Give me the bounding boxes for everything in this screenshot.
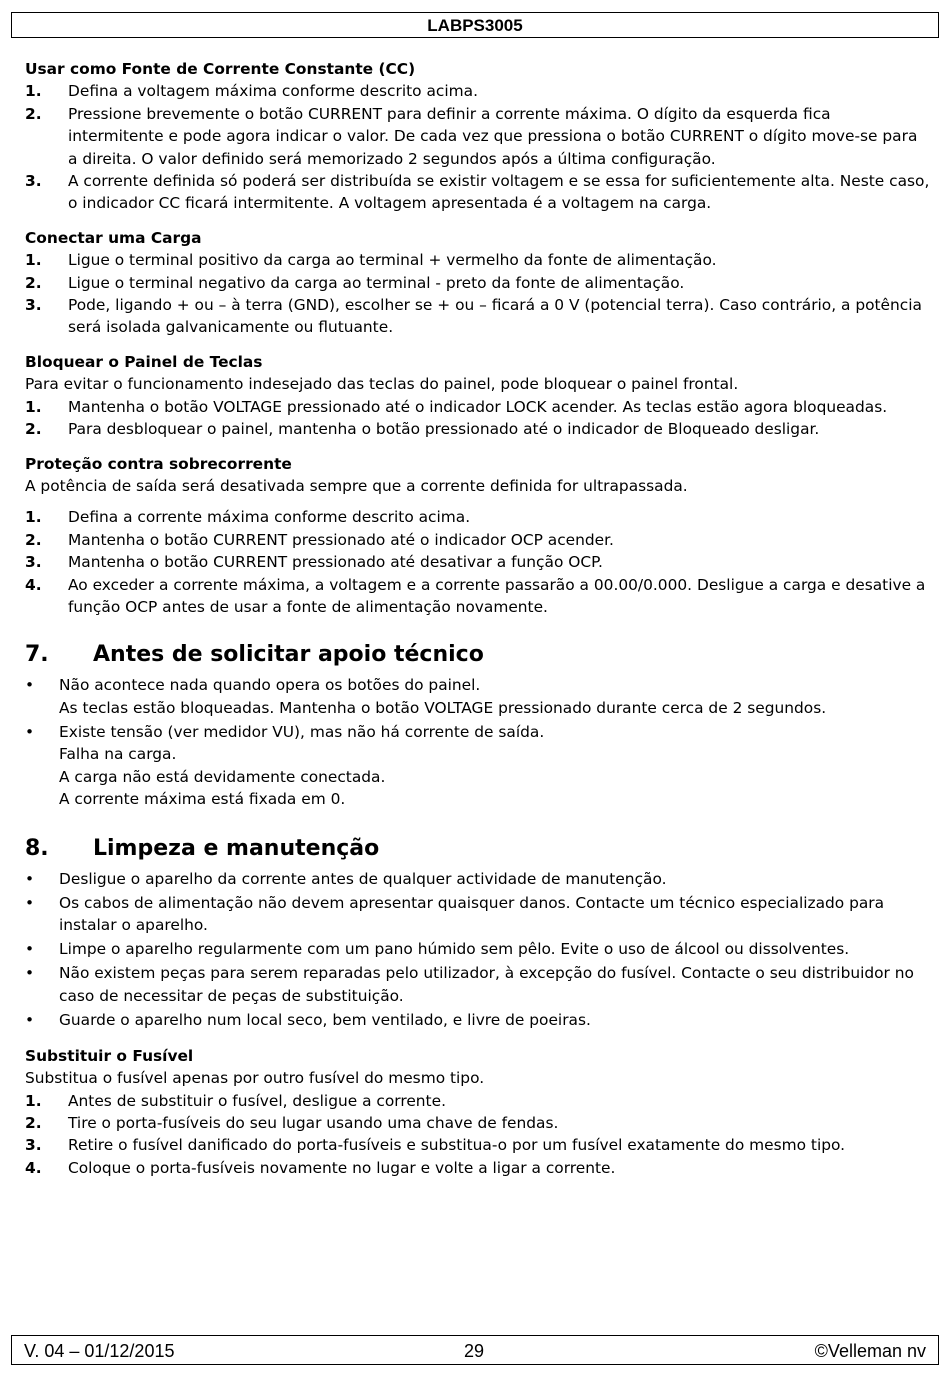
bullet-icon: •: [25, 964, 35, 983]
section-title: Conectar uma Carga: [25, 228, 202, 247]
item-number: 1.: [25, 1091, 42, 1110]
item-text: Pode, ligando + ou – à terra (GND), escolher se + ou – ficará a 0 V (potencial terra). Caso contrário, a potência será isolada galvanicamente ou flutuante.: [68, 296, 922, 337]
list-item: [25, 294, 930, 339]
section-lock-panel: [25, 351, 930, 441]
section-constant-current: [25, 58, 930, 215]
item-text: Pressione brevemente o botão CURRENT para definir a corrente máxima. O dígito da esquerda fica intermitente e pode agora indicar o valor. De cada vez que pressiona o botão CURRENT o dígito move-se para a direita. O valor definido será memorizado 2 segundos após a última configuração.: [68, 104, 918, 168]
item-number: 2.: [25, 104, 42, 123]
document-title: LABPS3005: [427, 16, 523, 35]
list-item: [25, 1112, 930, 1134]
list-item: [25, 1134, 930, 1156]
section-title: Substituir o Fusível: [25, 1046, 194, 1065]
section-heading: [25, 640, 930, 670]
solution-text: As teclas estão bloqueadas. Mantenha o botão VOLTAGE pressionado durante cerca de 2 segundos.: [59, 698, 827, 717]
page-footer: [11, 1335, 939, 1365]
list-item: [25, 674, 930, 719]
bullet-list: [25, 868, 930, 1031]
item-number: 4.: [25, 575, 42, 594]
list-item: [25, 1090, 930, 1112]
list-item: [25, 418, 930, 440]
item-text: Retire o fusível danificado do porta-fusíveis e substitua-o por um fusível exatamente do mesmo tipo.: [68, 1136, 846, 1155]
page-content: [25, 58, 930, 1179]
solution-text: A corrente máxima está fixada em 0.: [59, 789, 346, 808]
numbered-list: [25, 1090, 930, 1180]
section-cleaning-maintenance: [25, 834, 930, 1031]
item-text: Coloque o porta-fusíveis novamente no lugar e volte a ligar a corrente.: [68, 1158, 616, 1177]
solution-text: Falha na carga.: [59, 745, 177, 764]
section-connect-load: [25, 227, 930, 339]
item-number: 1.: [25, 508, 42, 527]
item-number: 1.: [25, 82, 42, 101]
item-text: Guarde o aparelho num local seco, bem ventilado, e livre de poeiras.: [59, 1010, 591, 1029]
section-title: Usar como Fonte de Corrente Constante (CC): [25, 60, 416, 78]
list-item: [25, 529, 930, 551]
section-title: Proteção contra sobrecorrente: [25, 454, 292, 473]
item-text: Defina a voltagem máxima conforme descrito acima.: [68, 82, 478, 101]
bullet-icon: •: [25, 869, 35, 888]
numbered-list: [25, 249, 930, 339]
item-number: 2.: [25, 1114, 42, 1132]
heading-number: 7.: [25, 642, 49, 668]
item-text: Não existem peças para serem reparadas pelo utilizador, à excepção do fusível. Contacte o seu distribuidor no caso de necessitar de peças de substituição.: [59, 964, 914, 1005]
item-text: Antes de substituir o fusível, desligue a corrente.: [68, 1091, 446, 1110]
page-number: 29: [464, 1341, 485, 1361]
list-item: [25, 721, 930, 811]
item-text: Ligue o terminal negativo da carga ao terminal - preto da fonte de alimentação.: [68, 273, 685, 292]
problem-text: Não acontece nada quando opera os botões do painel.: [59, 676, 481, 695]
item-text: Desligue o aparelho da corrente antes de qualquer actividade de manutenção.: [59, 869, 667, 888]
list-item: [25, 938, 930, 960]
item-text: Ligue o terminal positivo da carga ao terminal + vermelho da fonte de alimentação.: [68, 251, 717, 270]
item-text: Mantenha o botão VOLTAGE pressionado até o indicador LOCK acender. As teclas estão agora bloqueadas.: [68, 397, 888, 416]
item-number: 2.: [25, 420, 42, 439]
item-number: 1.: [25, 251, 42, 270]
problem-text: Existe tensão (ver medidor VU), mas não há corrente de saída.: [59, 722, 545, 741]
page-header: [11, 12, 939, 38]
item-number: 3.: [25, 1136, 42, 1155]
bullet-icon: •: [25, 676, 35, 695]
version-date: V. 04 – 01/12/2015: [24, 1341, 175, 1361]
bullet-icon: •: [25, 893, 35, 912]
bullet-icon: •: [25, 722, 35, 741]
section-title: Bloquear o Painel de Teclas: [25, 352, 263, 371]
item-text: Os cabos de alimentação não devem apresentar quaisquer danos. Contacte um técnico especializado para instalar o aparelho.: [59, 893, 885, 935]
list-item: [25, 396, 930, 418]
item-number: 4.: [25, 1158, 42, 1177]
item-text: Limpe o aparelho regularmente com um pano húmido sem pêlo. Evite o uso de álcool ou dissolventes.: [59, 940, 850, 959]
section-replace-fuse: [25, 1045, 930, 1179]
section-intro: A potência de saída será desativada sempre que a corrente definida for ultrapassada.: [25, 476, 688, 495]
list-item: [25, 868, 930, 890]
item-number: 3.: [25, 172, 42, 191]
item-text: Mantenha o botão CURRENT pressionado até o indicador OCP acender.: [68, 530, 614, 549]
item-number: 2.: [25, 530, 42, 549]
list-item: [25, 551, 930, 573]
list-item: [25, 892, 930, 937]
item-number: 3.: [25, 553, 42, 572]
solution-text: A carga não está devidamente conectada.: [59, 767, 386, 786]
numbered-list: [25, 80, 930, 214]
numbered-list: [25, 506, 930, 618]
item-text: A corrente definida só poderá ser distribuída se existir voltagem e se essa for suficientemente alta. Neste caso, o indicador CC ficará intermitente. A voltagem apresentada é a voltagem na carga.: [68, 172, 930, 213]
list-item: [25, 962, 930, 1007]
item-number: 3.: [25, 296, 42, 315]
section-intro: Para evitar o funcionamento indesejado das teclas do painel, pode bloquear o painel frontal.: [25, 375, 739, 394]
list-item: [25, 272, 930, 294]
item-number: 2.: [25, 273, 42, 292]
copyright: ©Velleman nv: [814, 1341, 926, 1361]
item-text: Mantenha o botão CURRENT pressionado até desativar a função OCP.: [68, 553, 603, 572]
section-technical-support: [25, 640, 930, 810]
heading-text: Antes de solicitar apoio técnico: [93, 642, 484, 668]
list-item: [25, 574, 930, 619]
section-overcurrent-protection: [25, 453, 930, 619]
item-number: 1.: [25, 397, 42, 416]
list-item: [25, 1009, 930, 1031]
bullet-icon: •: [25, 940, 35, 959]
bullet-list: [25, 674, 930, 810]
list-item: [25, 80, 930, 102]
list-item: [25, 1157, 930, 1179]
heading-text: Limpeza e manutenção: [93, 835, 380, 861]
list-item: [25, 103, 930, 170]
numbered-list: [25, 396, 930, 441]
item-text: Tire o porta-fusíveis do seu lugar usando uma chave de fendas.: [68, 1114, 559, 1132]
section-heading: [25, 834, 930, 864]
list-item: [25, 170, 930, 215]
list-item: [25, 249, 930, 271]
section-intro: Substitua o fusível apenas por outro fusível do mesmo tipo.: [25, 1069, 485, 1088]
item-text: Para desbloquear o painel, mantenha o botão pressionado até o indicador de Bloqueado desligar.: [68, 420, 820, 439]
item-text: Ao exceder a corrente máxima, a voltagem e a corrente passarão a 00.00/0.000. Desligue a carga e desative a função OCP antes de usar a fonte de alimentação novamente.: [68, 575, 926, 616]
item-text: Defina a corrente máxima conforme descrito acima.: [68, 508, 471, 527]
list-item: [25, 506, 930, 528]
heading-number: 8.: [25, 835, 49, 861]
bullet-icon: •: [25, 1010, 35, 1029]
